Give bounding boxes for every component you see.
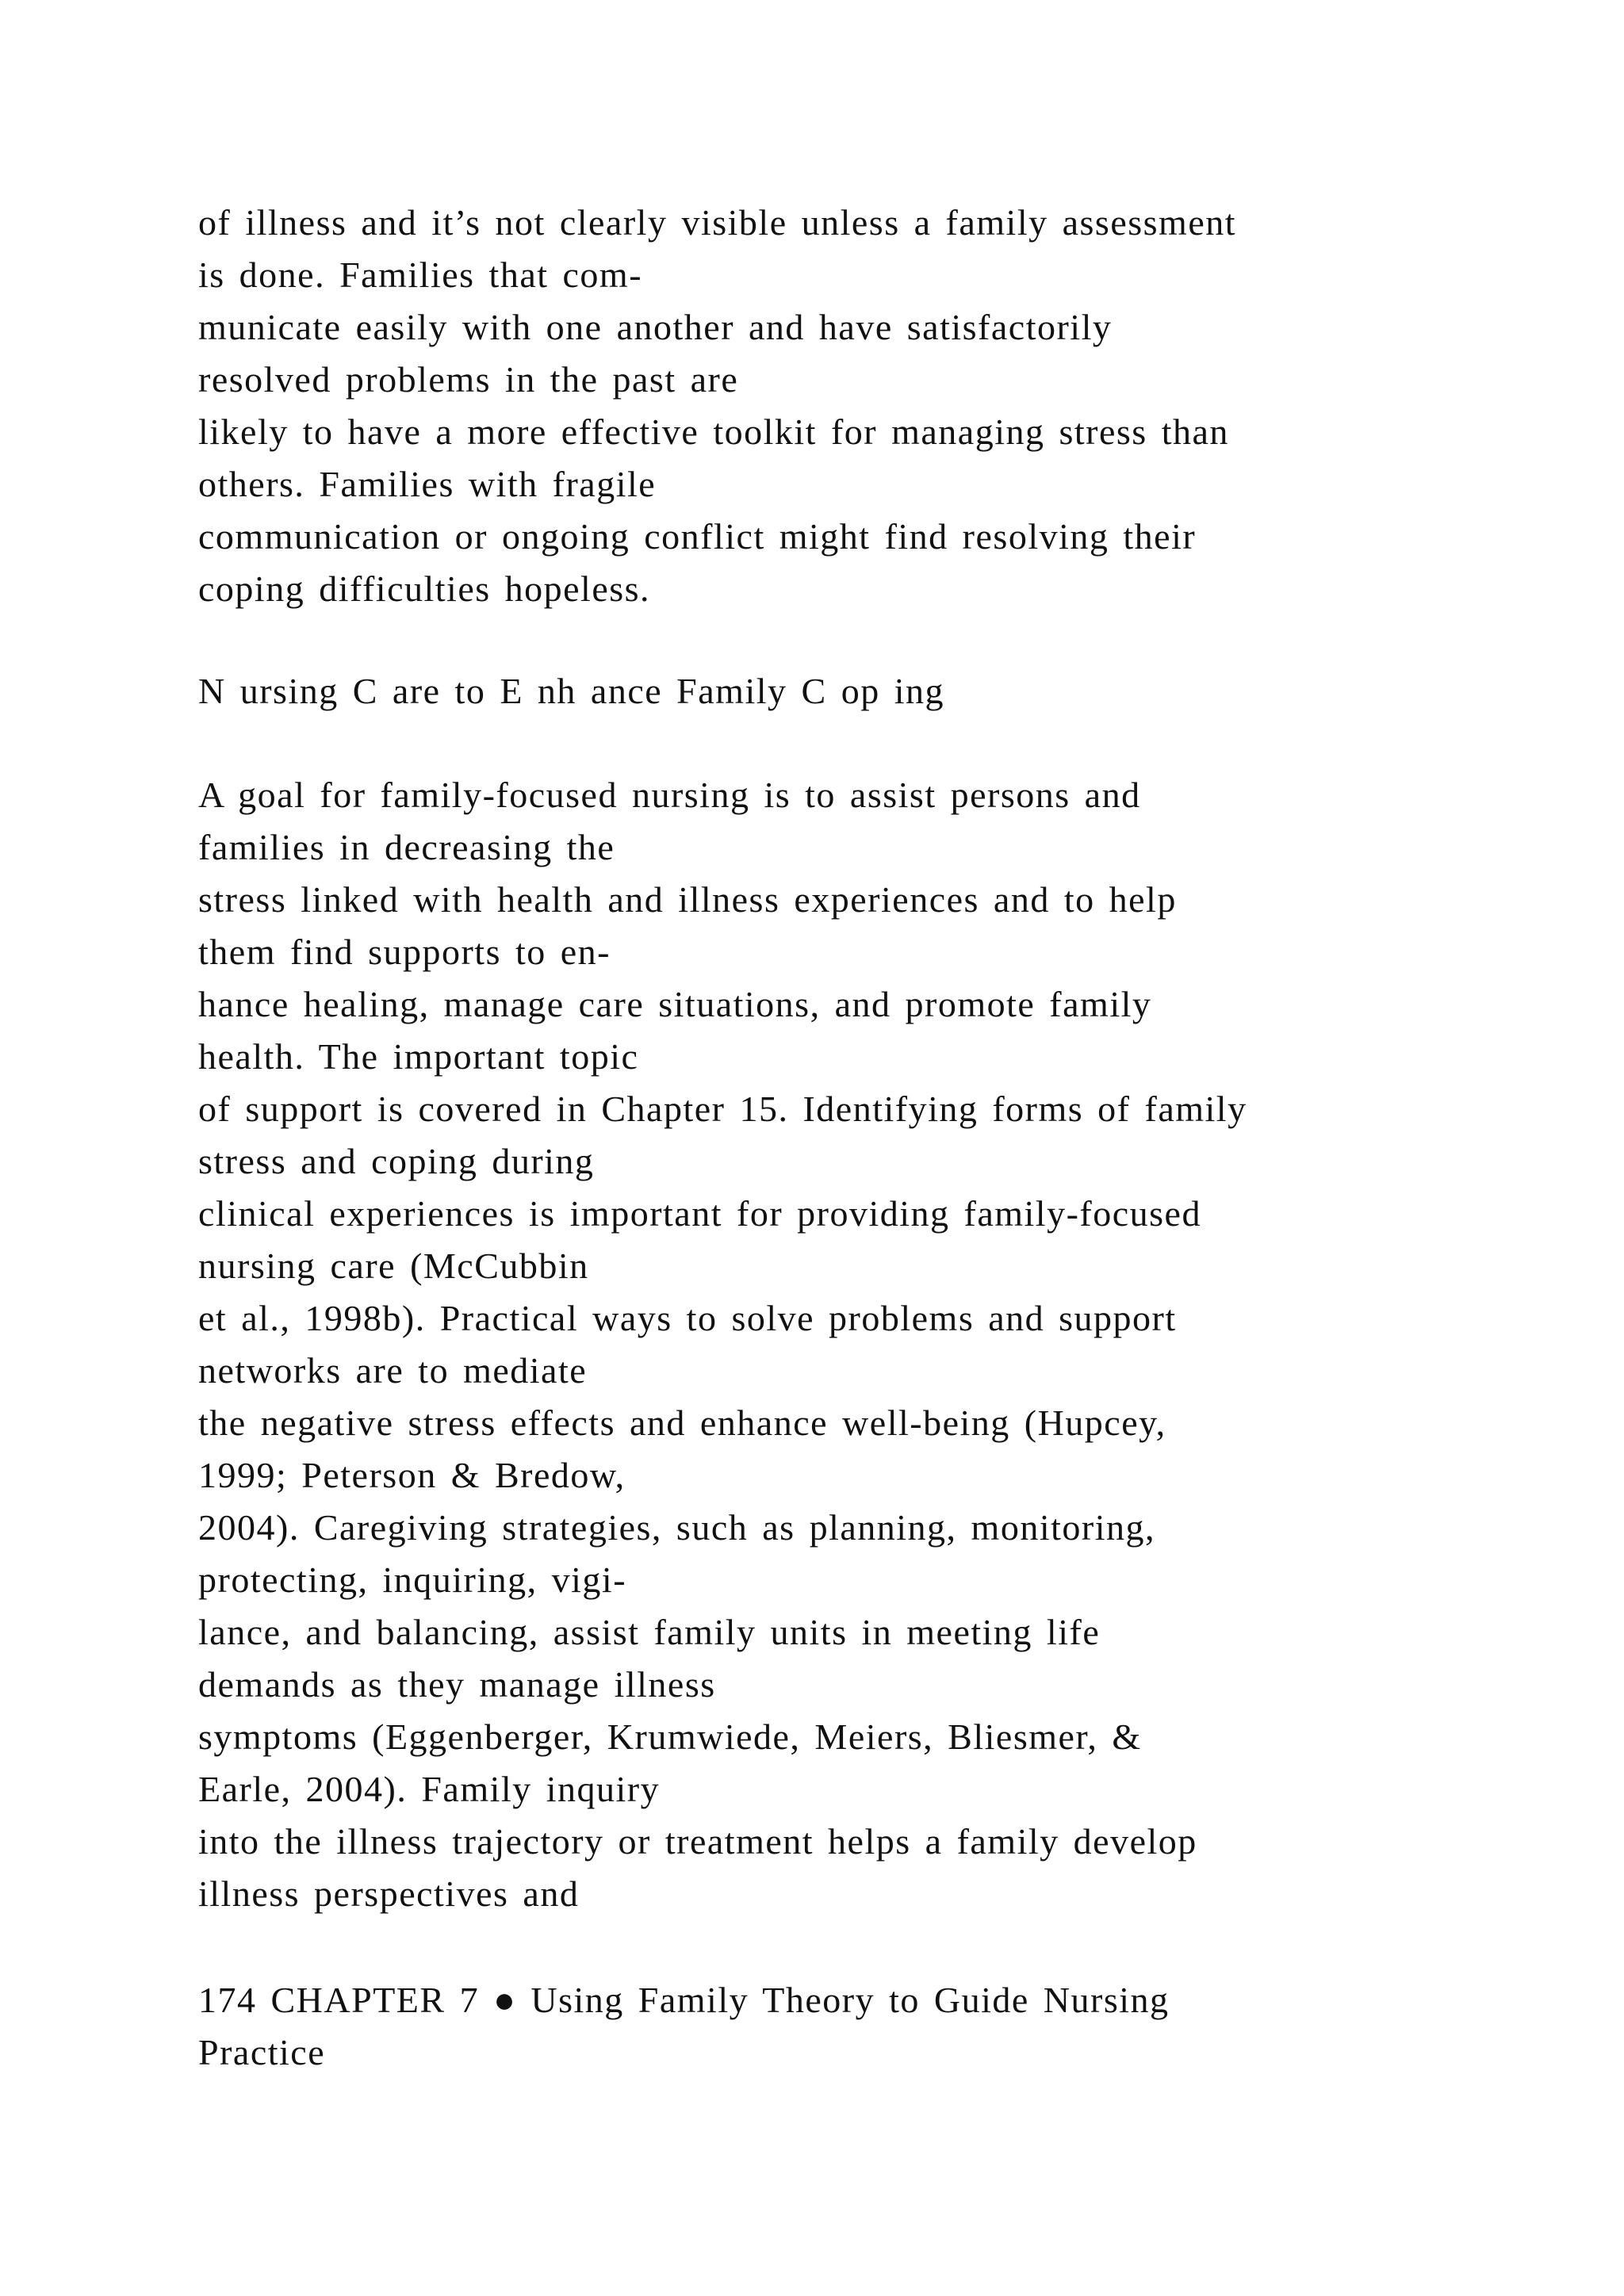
footer-line: 174 CHAPTER 7 ● Using Family Theory to Guide Nursing bbox=[198, 1980, 1170, 2020]
body-line: stress linked with health and illness experiences and to help bbox=[198, 879, 1177, 920]
body-line: demands as they manage illness bbox=[198, 1664, 716, 1705]
body-line: into the illness trajectory or treatment helps a family develop bbox=[198, 1821, 1197, 1862]
body-line: families in decreasing the bbox=[198, 827, 615, 867]
body-paragraph bbox=[198, 769, 1435, 1920]
intro-line: is done. Families that com- bbox=[198, 254, 643, 295]
section-heading-text: N ursing C are to E nh ance Family C op ing bbox=[198, 671, 944, 711]
body-line: them find supports to en- bbox=[198, 932, 611, 972]
intro-line: of illness and it’s not clearly visible unless a family assessment bbox=[198, 202, 1237, 243]
intro-line: likely to have a more effective toolkit for managing stress than bbox=[198, 411, 1229, 452]
page-footer bbox=[198, 1974, 1435, 2079]
body-line: symptoms (Eggenberger, Krumwiede, Meiers, Bliesmer, & bbox=[198, 1716, 1142, 1757]
body-line: the negative stress effects and enhance well-being (Hupcey, bbox=[198, 1402, 1166, 1443]
body-line: of support is covered in Chapter 15. Identifying forms of family bbox=[198, 1089, 1247, 1129]
body-line: et al., 1998b). Practical ways to solve problems and support bbox=[198, 1298, 1177, 1338]
intro-line: others. Families with fragile bbox=[198, 464, 657, 504]
body-line: illness perspectives and bbox=[198, 1873, 580, 1914]
body-line: Earle, 2004). Family inquiry bbox=[198, 1769, 661, 1809]
body-line: hance healing, manage care situations, and promote family bbox=[198, 984, 1152, 1024]
body-line: A goal for family-focused nursing is to assist persons and bbox=[198, 775, 1141, 815]
body-line: health. The important topic bbox=[198, 1036, 639, 1077]
section-heading bbox=[198, 665, 1435, 718]
intro-line: resolved problems in the past are bbox=[198, 359, 739, 400]
body-line: protecting, inquiring, vigi- bbox=[198, 1559, 627, 1600]
body-line: clinical experiences is important for providing family-focused bbox=[198, 1193, 1201, 1234]
body-line: 2004). Caregiving strategies, such as planning, monitoring, bbox=[198, 1507, 1155, 1548]
body-line: networks are to mediate bbox=[198, 1350, 588, 1391]
intro-line: municate easily with one another and have satisfactorily bbox=[198, 307, 1113, 347]
body-line: lance, and balancing, assist family units in meeting life bbox=[198, 1612, 1101, 1652]
intro-line: coping difficulties hopeless. bbox=[198, 568, 651, 609]
intro-line: communication or ongoing conflict might find resolving their bbox=[198, 516, 1197, 557]
body-line: nursing care (McCubbin bbox=[198, 1246, 589, 1286]
body-line: 1999; Peterson & Bredow, bbox=[198, 1455, 626, 1495]
footer-line: Practice bbox=[198, 2032, 326, 2072]
intro-paragraph bbox=[198, 197, 1435, 615]
body-line: stress and coping during bbox=[198, 1141, 595, 1181]
